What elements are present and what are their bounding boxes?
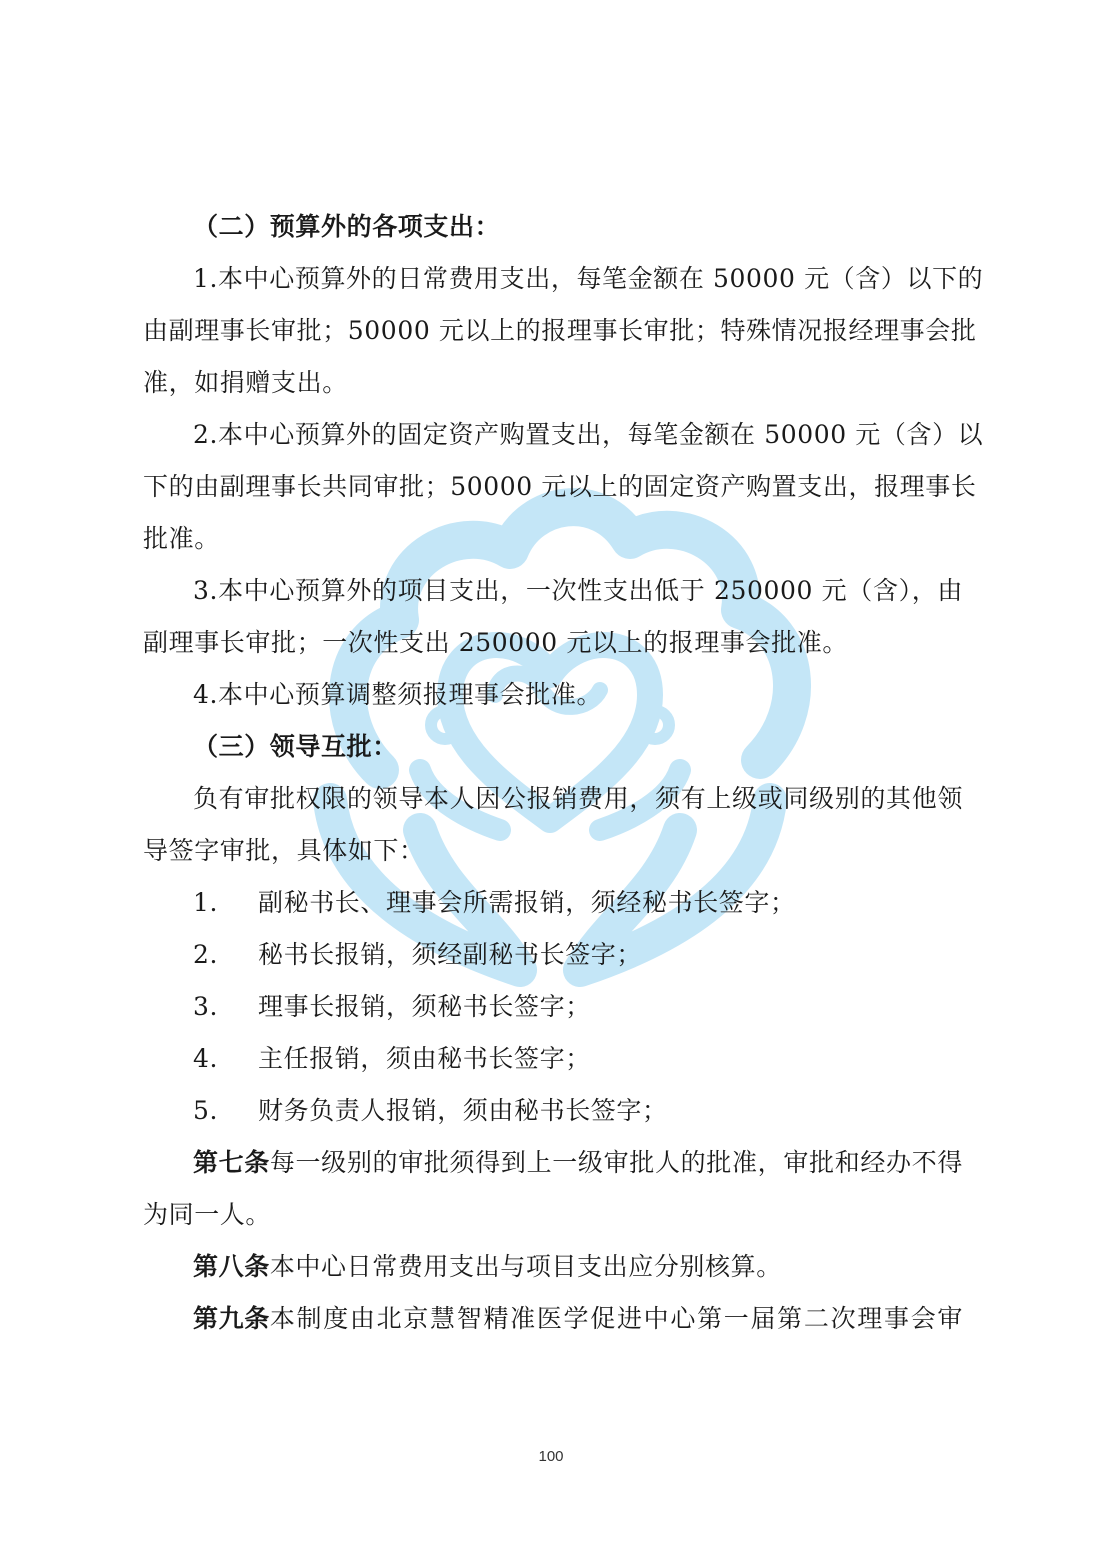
article-7-line2: 为同一人。 xyxy=(143,1200,272,1229)
article-7-line1 xyxy=(193,1146,963,1180)
article-8 xyxy=(193,1250,782,1284)
article-7-label: 第七条 xyxy=(193,1148,270,1177)
list-item-number: 1. xyxy=(193,888,219,917)
article-9-text: 本制度由北京慧智精准医学促进中心第一届第二次理事会审 xyxy=(269,1304,963,1333)
para3-line1: 3.本中心预算外的项目支出，一次性支出低于 250000 元（含），由 xyxy=(193,576,963,605)
para1-line1: 1.本中心预算外的日常费用支出，每笔金额在 50000 元（含）以下的 xyxy=(193,264,984,293)
article-9-label: 第九条 xyxy=(193,1304,270,1333)
para2-line2: 下的由副理事长共同审批；50000 元以上的固定资产购置支出，报理事长 xyxy=(143,472,977,501)
para4: 4.本中心预算调整须报理事会批准。 xyxy=(193,680,603,709)
para3-line2: 副理事长审批；一次性支出 250000 元以上的报理事会批准。 xyxy=(143,628,848,657)
para2-line3: 批准。 xyxy=(143,524,220,553)
section-heading-3: （三）领导互批： xyxy=(193,732,398,761)
list-item-number: 5. xyxy=(193,1096,219,1125)
list-item-text: 秘书长报销，须经副秘书长签字； xyxy=(258,940,643,969)
para1-line2: 由副理事长审批；50000 元以上的报理事长审批；特殊情况报经理事会批 xyxy=(143,316,977,345)
list-item-text: 财务负责人报销，须由秘书长签字； xyxy=(258,1096,668,1125)
list-item-number: 2. xyxy=(193,940,219,969)
article-7-text: 每一级别的审批须得到上一级审批人的批准，审批和经办不得 xyxy=(269,1148,963,1177)
para1-line3: 准，如捐赠支出。 xyxy=(143,368,348,397)
page-number: 100 xyxy=(538,1448,564,1465)
para2-line1: 2.本中心预算外的固定资产购置支出，每笔金额在 50000 元（含）以 xyxy=(193,420,984,449)
intro-line2: 导签字审批，具体如下： xyxy=(143,836,425,865)
article-9 xyxy=(193,1302,963,1336)
article-8-text: 本中心日常费用支出与项目支出应分别核算。 xyxy=(269,1252,782,1281)
list-item-text: 主任报销，须由秘书长签字； xyxy=(258,1044,591,1073)
list-item-text: 理事长报销，须秘书长签字； xyxy=(258,992,591,1021)
list-item-number: 4. xyxy=(193,1044,219,1073)
article-8-label: 第八条 xyxy=(193,1252,270,1281)
section-heading-2: （二）预算外的各项支出： xyxy=(193,212,501,241)
intro-line1: 负有审批权限的领导本人因公报销费用，须有上级或同级别的其他领 xyxy=(193,784,963,813)
list-item-text: 副秘书长、理事会所需报销，须经秘书长签字； xyxy=(258,888,796,917)
list-item-number: 3. xyxy=(193,992,219,1021)
